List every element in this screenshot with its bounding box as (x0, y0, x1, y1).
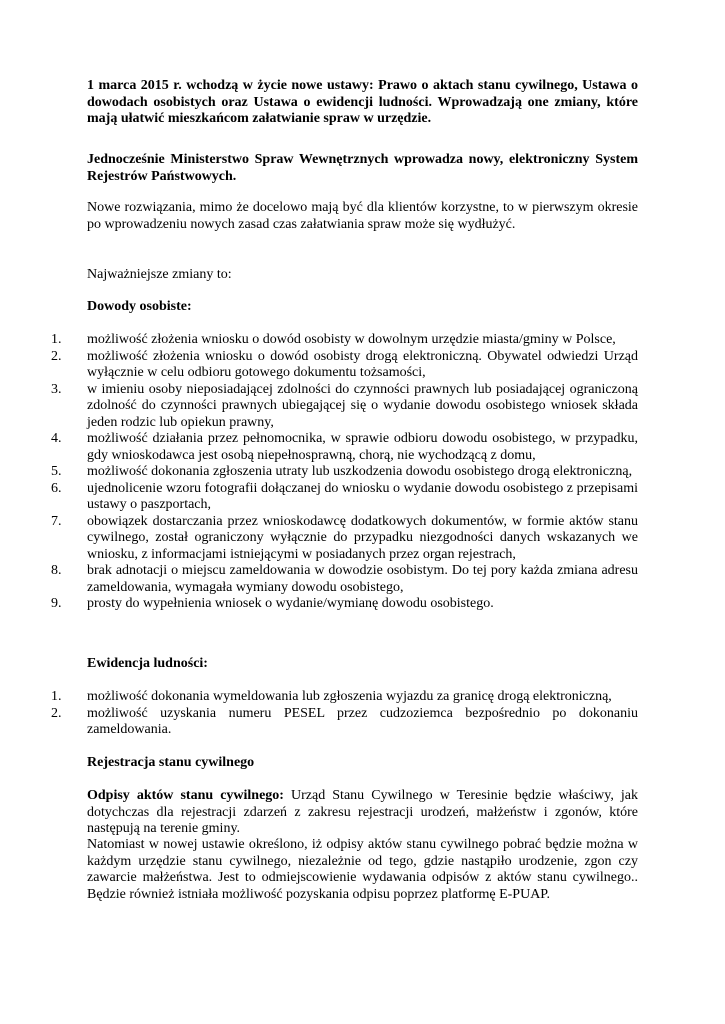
list-number: 1. (51, 689, 62, 704)
list-item (51, 332, 638, 349)
rejestracja-paragraph-2: Natomiast w nowej ustawie określono, iż odpisy aktów stanu cywilnego pobrać będzie można w każdym urzędzie stanu cywilnego, niezależnie od tego, gdzie nastąpiło urodzenie, zgon czy zawarcie małżeństwa. Jest to odmiejscowienie wydawania odpisów z aktów stanu cywilnego.. Będzie również istniała możliwość pozyskania odpisu poprzez platformę E-PUAP. (87, 837, 638, 902)
list-number: 1. (51, 332, 62, 347)
list-item-text: możliwość złożenia wniosku o dowód osobisty w dowolnym urzędzie miasta/gminy w Polsce, (87, 332, 616, 347)
list-item-text: brak adnotacji o miejscu zameldowania w dowodzie osobistym. Do tej pory każda zmiana adresu zameldowania, wymagała wymiany dowodu osobistego, (87, 563, 638, 595)
list-item-text: możliwość uzyskania numeru PESEL przez cudzoziemca bezpośrednio po dokonaniu zameldowania. (87, 705, 638, 737)
dowody-heading: Dowody osobiste: (87, 299, 192, 314)
list-item-text: możliwość złożenia wniosku o dowód osobisty drogą elektroniczną. Obywatel odwiedzi Urząd wyłącznie w celu odbioru gotowego dokumentu tożsamości, (87, 348, 638, 380)
odpisy-paragraph (87, 788, 638, 838)
odpisy-label: Odpisy aktów stanu cywilnego: (87, 788, 284, 803)
list-item (51, 348, 638, 382)
list-item (51, 381, 638, 432)
list-number: 9. (51, 596, 62, 611)
changes-label: Najważniejsze zmiany to: (87, 267, 232, 282)
list-number: 5. (51, 464, 62, 479)
list-number: 2. (51, 705, 62, 721)
list-number: 8. (51, 563, 62, 578)
rejestracja-heading: Rejestracja stanu cywilnego (87, 755, 255, 770)
ewidencja-list (51, 689, 638, 739)
dowody-list (51, 332, 638, 613)
list-item (51, 705, 638, 739)
intro-paragraph-1: 1 marca 2015 r. wchodzą w życie nowe ustawy: Prawo o aktach stanu cywilnego, Ustawa o dowodach osobistych oraz Ustawa o ewidencji ludności. Wprowadzają one zmiany, które mają ułatwić mieszkańcom załatwianie spraw w urzędzie. (87, 78, 638, 126)
list-item (51, 563, 638, 596)
odpisy-text: Urząd Stanu Cywilnego w Teresinie będzie właściwy, jak dotychczas dla rejestracji zdarzeń z zakresu rejestracji urodzeń, małżeństw i zgonów, które następują na terenie gminy. (87, 788, 638, 836)
list-number: 3. (51, 381, 62, 397)
list-item-text: ujednolicenie wzoru fotografii dołączanej do wniosku o wydanie dowodu osobistego z przepisami ustawy o paszportach, (87, 480, 638, 512)
list-item-text: możliwość dokonania wymeldowania lub zgłoszenia wyjazdu za granicę drogą elektroniczną, (87, 689, 612, 704)
list-number: 2. (51, 348, 62, 364)
list-item (51, 513, 638, 564)
intro-paragraph-3: Nowe rozwiązania, mimo że docelowo mają być dla klientów korzystne, to w pierwszym okresie po wprowadzeniu nowych zasad czas załatwiania spraw może się wydłużyć. (87, 200, 638, 232)
list-item (51, 431, 638, 464)
list-item (51, 689, 638, 706)
list-item-text: prosty do wypełnienia wniosek o wydanie/wymianę dowodu osobistego. (87, 596, 494, 611)
list-number: 4. (51, 431, 62, 446)
list-item (51, 596, 638, 613)
ewidencja-heading: Ewidencja ludności: (87, 656, 208, 671)
list-item-text: możliwość działania przez pełnomocnika, w sprawie odbioru dowodu osobistego, w przypadku, gdy wnioskodawca jest osobą niepełnosprawną, chorą, nie wychodzącą z domu, (87, 431, 638, 463)
list-number: 7. (51, 513, 62, 529)
intro-paragraph-2: Jednocześnie Ministerstwo Spraw Wewnętrznych wprowadza nowy, elektroniczny System Rejestrów Państwowych. (87, 152, 638, 184)
list-item (51, 480, 638, 514)
list-number: 6. (51, 480, 62, 496)
list-item-text: w imieniu osoby nieposiadającej zdolności do czynności prawnych lub posiadającej ograniczoną zdolność do czynności prawnych ubiegającej się o wydanie dowodu osobistego wniosek składa jeden rodzic lub opiekun prawny, (87, 381, 638, 430)
list-item (51, 464, 638, 481)
list-item-text: obowiązek dostarczania przez wnioskodawcę dodatkowych dokumentów, w formie aktów stanu cywilnego, został ograniczony wyłącznie do przypadku niezgodności danych wskazanych we wniosku, z informacjami istniejącymi w posiadanych przez organ rejestrach, (87, 513, 638, 562)
list-item-text: możliwość dokonania zgłoszenia utraty lub uszkodzenia dowodu osobistego drogą elektroniczną, (87, 464, 633, 479)
